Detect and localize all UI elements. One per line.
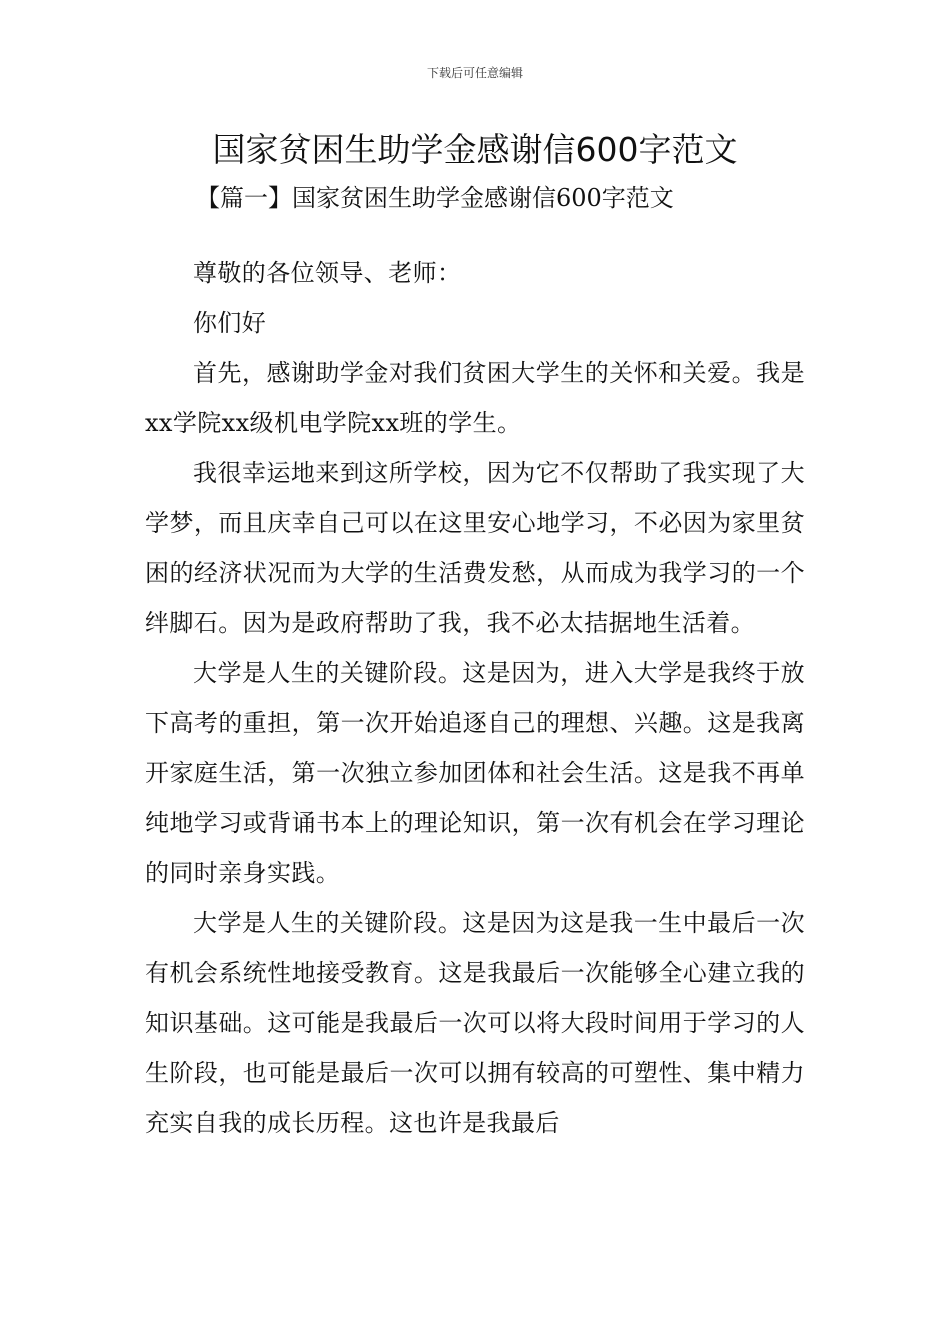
letter-body <box>145 248 805 1148</box>
paragraph: 大学是人生的关键阶段。这是因为，进入大学是我终于放下高考的重担，第一次开始追逐自己的理想、兴趣。这是我离开家庭生活，第一次独立参加团体和社会生活。这是我不再单纯地学习或背诵书本上的理论知识，第一次有机会在学习理论的同时亲身实践。 <box>145 659 805 887</box>
greeting: 你们好 <box>193 309 267 337</box>
section-subtitle: 【篇一】国家贫困生助学金感谢信600字范文 <box>196 184 674 212</box>
document-title: 国家贫困生助学金感谢信600字范文 <box>212 130 738 169</box>
page-header-note: 下载后可任意编辑 <box>426 66 523 80</box>
paragraph: 首先，感谢助学金对我们贫困大学生的关怀和关爱。我是xx学院xx级机电学院xx班的学生。 <box>145 359 805 437</box>
salutation: 尊敬的各位领导、老师： <box>193 259 462 287</box>
paragraph: 我很幸运地来到这所学校，因为它不仅帮助了我实现了大学梦，而且庆幸自己可以在这里安心地学习，不必因为家里贫困的经济状况而为大学的生活费发愁，从而成为我学习的一个绊脚石。因为是政府帮助了我，我不必太拮据地生活着。 <box>145 459 805 637</box>
paragraph: 大学是人生的关键阶段。这是因为这是我一生中最后一次有机会系统性地接受教育。这是我最后一次能够全心建立我的知识基础。这可能是我最后一次可以将大段时间用于学习的人生阶段，也可能是最后一次可以拥有较高的可塑性、集中精力充实自我的成长历程。这也许是我最后 <box>145 909 805 1137</box>
